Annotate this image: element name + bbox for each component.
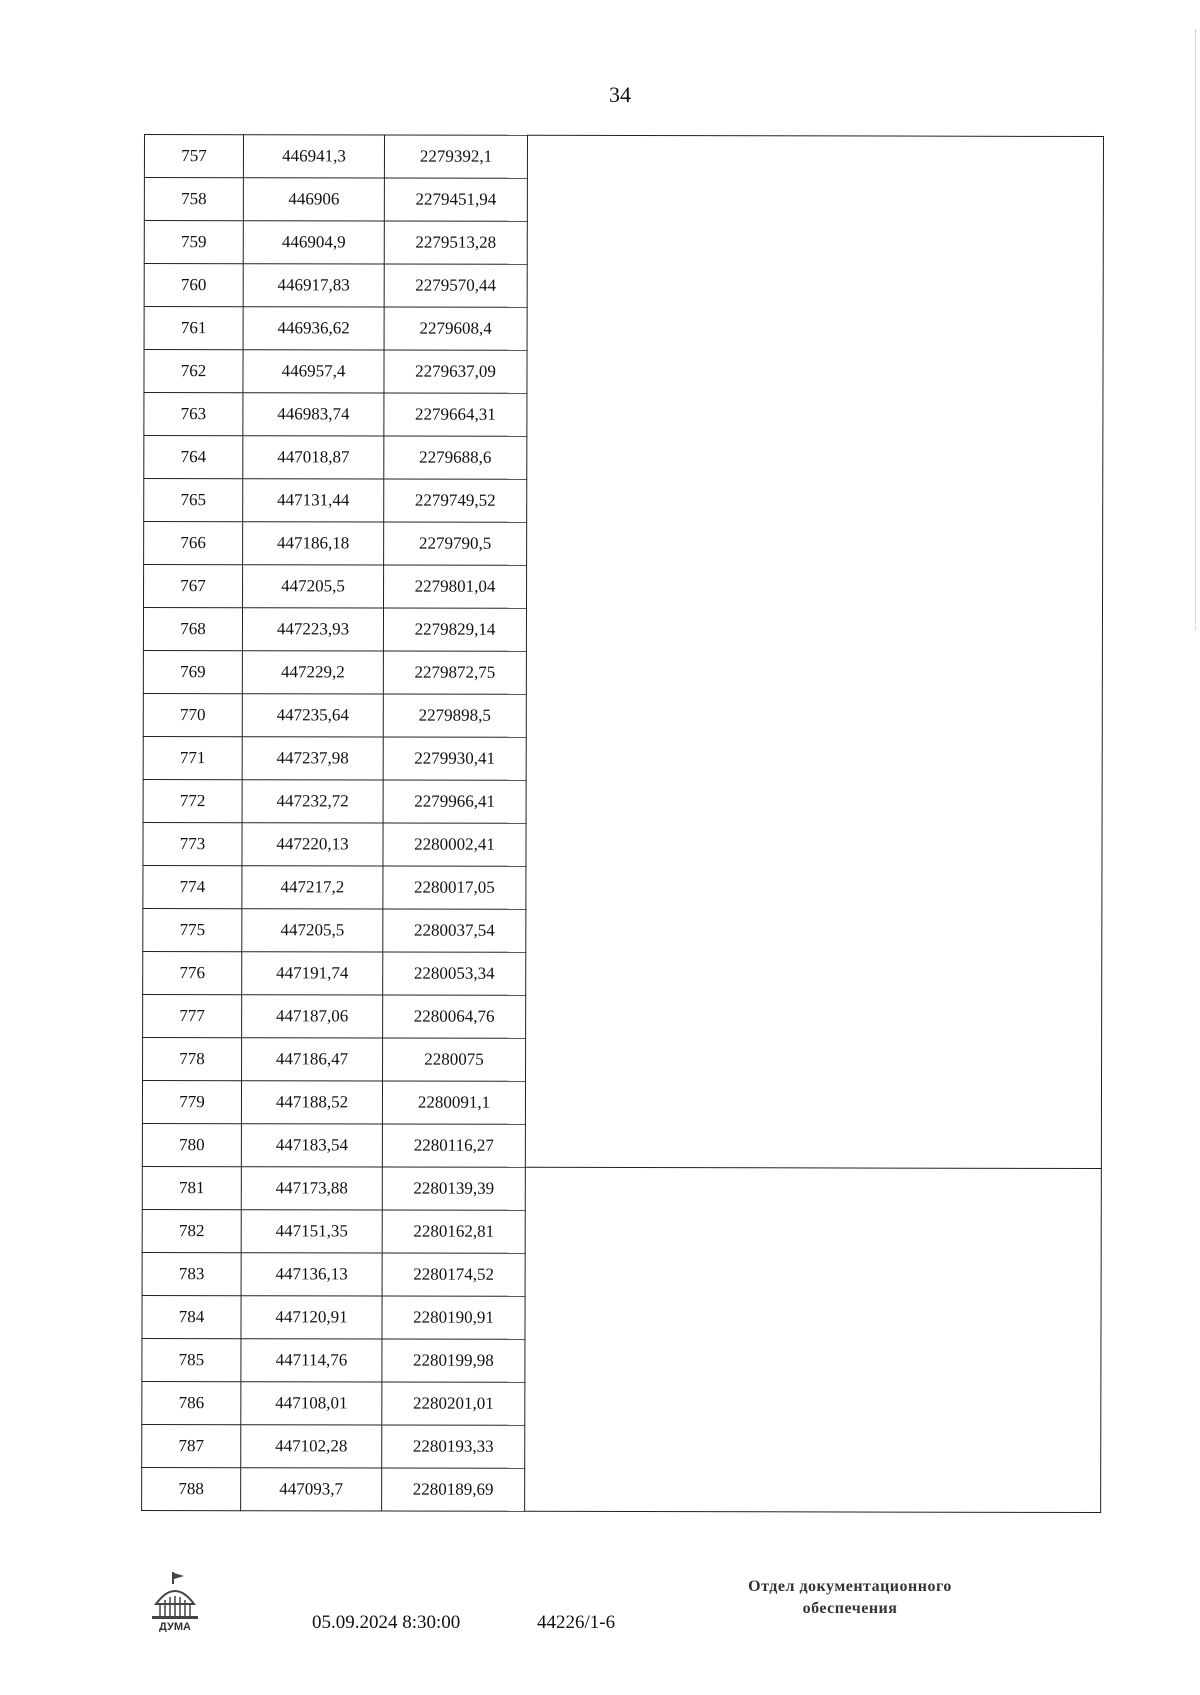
- x-coordinate-cell: 447131,44: [243, 479, 384, 522]
- point-number-cell: 762: [144, 350, 243, 393]
- point-number-cell: 772: [143, 779, 242, 822]
- x-coordinate-cell: 447186,47: [242, 1038, 383, 1081]
- y-coordinate-cell: 2280193,33: [382, 1425, 525, 1468]
- y-coordinate-cell: 2280017,05: [383, 866, 526, 909]
- blank-merged-cell: [525, 135, 1103, 1168]
- emblem-text: ДУМА: [159, 1621, 191, 1632]
- point-number-cell: 774: [143, 865, 242, 908]
- point-number-cell: 781: [142, 1166, 241, 1209]
- point-number-cell: 771: [143, 736, 242, 779]
- point-number-cell: 770: [143, 693, 242, 736]
- x-coordinate-cell: 447205,5: [243, 565, 384, 608]
- y-coordinate-cell: 2279608,4: [384, 307, 527, 350]
- point-number-cell: 769: [143, 650, 242, 693]
- x-coordinate-cell: 447205,5: [242, 909, 383, 952]
- coordinates-table: [141, 134, 1104, 1513]
- x-coordinate-cell: 447235,64: [242, 694, 383, 737]
- y-coordinate-cell: 2280190,91: [382, 1296, 525, 1339]
- footer-department: [700, 1576, 1000, 1620]
- point-number-cell: 777: [143, 994, 242, 1037]
- y-coordinate-cell: 2279513,28: [384, 221, 527, 264]
- point-number-cell: 787: [142, 1424, 241, 1467]
- y-coordinate-cell: 2280053,34: [383, 952, 526, 995]
- y-coordinate-cell: 2280174,52: [382, 1253, 525, 1296]
- y-coordinate-cell: 2279790,5: [384, 522, 527, 565]
- x-coordinate-cell: 447237,98: [242, 737, 383, 780]
- point-number-cell: 785: [142, 1338, 241, 1381]
- y-coordinate-cell: 2280189,69: [382, 1468, 525, 1511]
- point-number-cell: 766: [144, 522, 243, 565]
- footer-doc-number: 44226/1-6: [537, 1612, 616, 1633]
- scan-edge-marks: [1192, 30, 1196, 630]
- y-coordinate-cell: 2279898,5: [383, 694, 526, 737]
- y-coordinate-cell: 2280199,98: [382, 1339, 525, 1382]
- point-number-cell: 764: [144, 436, 243, 479]
- y-coordinate-cell: 2280139,39: [382, 1167, 525, 1210]
- y-coordinate-cell: 2280075: [383, 1038, 526, 1081]
- x-coordinate-cell: 446917,83: [243, 264, 384, 307]
- y-coordinate-cell: 2279637,09: [384, 350, 527, 393]
- y-coordinate-cell: 2279664,31: [384, 393, 527, 436]
- point-number-cell: 763: [144, 393, 243, 436]
- y-coordinate-cell: 2279829,14: [383, 608, 526, 651]
- y-coordinate-cell: 2280037,54: [383, 909, 526, 952]
- y-coordinate-cell: 2279930,41: [383, 737, 526, 780]
- x-coordinate-cell: 447223,93: [242, 608, 383, 651]
- x-coordinate-cell: 446941,3: [243, 135, 384, 178]
- point-number-cell: 780: [142, 1123, 241, 1166]
- x-coordinate-cell: 447187,06: [242, 995, 383, 1038]
- coordinates-table-wrapper: [141, 134, 1104, 1534]
- x-coordinate-cell: 447183,54: [241, 1124, 382, 1167]
- y-coordinate-cell: 2280162,81: [382, 1210, 525, 1253]
- y-coordinate-cell: 2280201,01: [382, 1382, 525, 1425]
- point-number-cell: 760: [144, 264, 243, 307]
- x-coordinate-cell: 446906: [243, 178, 384, 221]
- coordinates-table-body: [142, 135, 1104, 1513]
- point-number-cell: 765: [144, 479, 243, 522]
- y-coordinate-cell: 2279872,75: [383, 651, 526, 694]
- x-coordinate-cell: 446983,74: [243, 393, 384, 436]
- x-coordinate-cell: 447102,28: [241, 1425, 382, 1468]
- department-line-2: обеспечения: [802, 1600, 898, 1617]
- x-coordinate-cell: 447229,2: [242, 651, 383, 694]
- y-coordinate-cell: 2279570,44: [384, 264, 527, 307]
- point-number-cell: 786: [142, 1381, 241, 1424]
- x-coordinate-cell: 447186,18: [243, 522, 384, 565]
- y-coordinate-cell: 2280116,27: [382, 1124, 525, 1167]
- blank-merged-cell: [525, 1167, 1102, 1512]
- point-number-cell: 778: [143, 1037, 242, 1080]
- x-coordinate-cell: 447018,87: [243, 436, 384, 479]
- point-number-cell: 773: [143, 822, 242, 865]
- x-coordinate-cell: 447120,91: [241, 1296, 382, 1339]
- x-coordinate-cell: 447151,35: [241, 1210, 382, 1253]
- y-coordinate-cell: 2279966,41: [383, 780, 526, 823]
- x-coordinate-cell: 447093,7: [241, 1468, 382, 1511]
- y-coordinate-cell: 2279688,6: [384, 436, 527, 479]
- x-coordinate-cell: 446957,4: [243, 350, 384, 393]
- y-coordinate-cell: 2280002,41: [383, 823, 526, 866]
- x-coordinate-cell: 447114,76: [241, 1339, 382, 1382]
- point-number-cell: 784: [142, 1295, 241, 1338]
- point-number-cell: 776: [143, 951, 242, 994]
- x-coordinate-cell: 447173,88: [241, 1167, 382, 1210]
- duma-emblem-icon: [146, 1570, 204, 1632]
- point-number-cell: 758: [144, 178, 243, 221]
- x-coordinate-cell: 447136,13: [241, 1253, 382, 1296]
- y-coordinate-cell: 2280091,1: [382, 1081, 525, 1124]
- point-number-cell: 757: [144, 135, 243, 178]
- department-line-1: Отдел документационного: [748, 1578, 952, 1595]
- x-coordinate-cell: 447220,13: [242, 823, 383, 866]
- point-number-cell: 779: [142, 1080, 241, 1123]
- point-number-cell: 761: [144, 307, 243, 350]
- point-number-cell: 767: [144, 565, 243, 608]
- point-number-cell: 768: [143, 608, 242, 651]
- x-coordinate-cell: 447232,72: [242, 780, 383, 823]
- page-number: 34: [609, 82, 631, 107]
- x-coordinate-cell: 447108,01: [241, 1382, 382, 1425]
- point-number-cell: 782: [142, 1209, 241, 1252]
- x-coordinate-cell: 446904,9: [243, 221, 384, 264]
- point-number-cell: 783: [142, 1252, 241, 1295]
- x-coordinate-cell: 446936,62: [243, 307, 384, 350]
- x-coordinate-cell: 447191,74: [242, 952, 383, 995]
- point-number-cell: 775: [143, 908, 242, 951]
- table-row: [142, 1166, 1101, 1211]
- y-coordinate-cell: 2279801,04: [384, 565, 527, 608]
- y-coordinate-cell: 2279392,1: [384, 135, 527, 178]
- table-row: [144, 135, 1103, 180]
- point-number-cell: 788: [142, 1467, 241, 1510]
- footer-date: 05.09.2024 8:30:00: [312, 1612, 461, 1633]
- x-coordinate-cell: 447217,2: [242, 866, 383, 909]
- y-coordinate-cell: 2279749,52: [384, 479, 527, 522]
- y-coordinate-cell: 2280064,76: [383, 995, 526, 1038]
- point-number-cell: 759: [144, 221, 243, 264]
- y-coordinate-cell: 2279451,94: [384, 178, 527, 221]
- x-coordinate-cell: 447188,52: [241, 1081, 382, 1124]
